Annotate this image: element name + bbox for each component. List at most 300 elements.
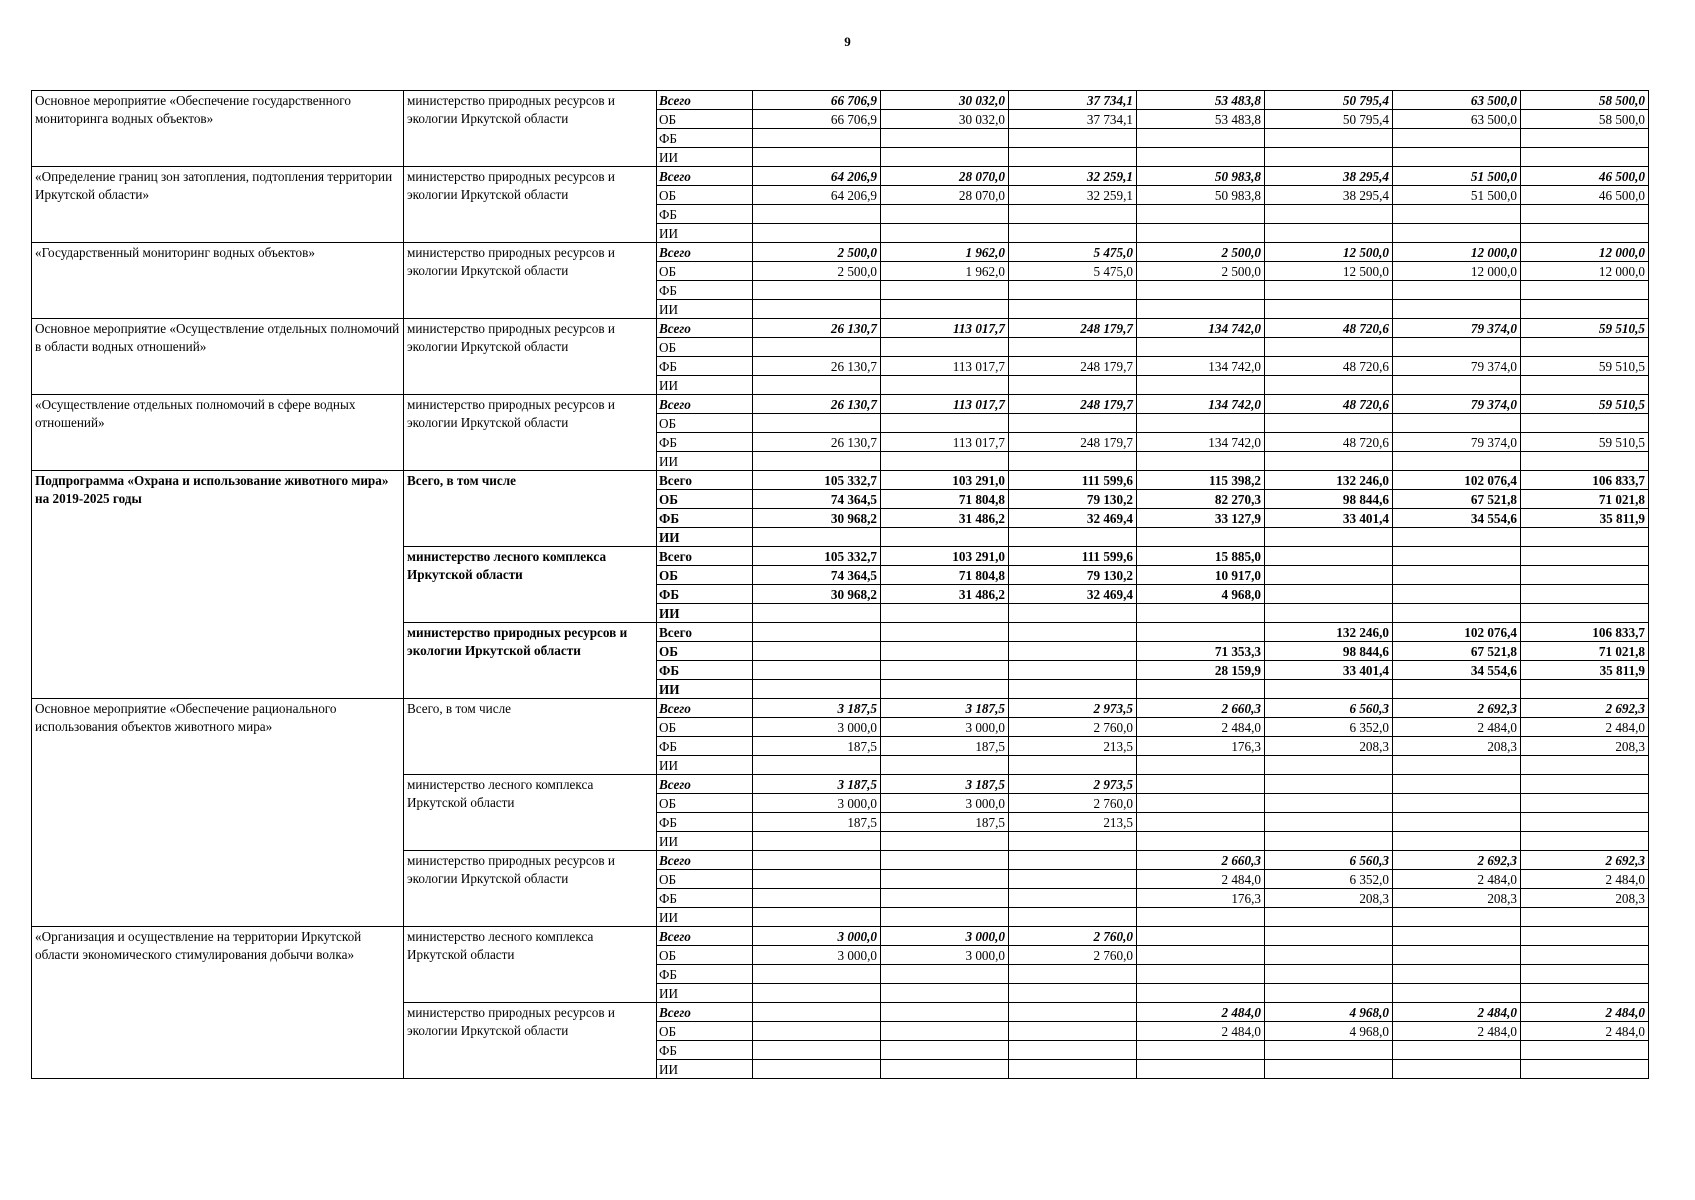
funding-source-cell: ОБ [657, 1022, 753, 1041]
amount-cell: 2 484,0 [1521, 718, 1649, 737]
amount-cell [1265, 148, 1393, 167]
amount-cell [881, 300, 1009, 319]
amount-cell: 30 968,2 [753, 509, 881, 528]
amount-cell: 30 032,0 [881, 91, 1009, 110]
activity-name-cell: «Организация и осуществление на территории Иркутской области экономического стимулирования добычи волка» [32, 927, 404, 1079]
amount-cell [881, 224, 1009, 243]
amount-cell [1009, 528, 1137, 547]
amount-cell [1265, 946, 1393, 965]
amount-cell [881, 832, 1009, 851]
amount-cell: 12 000,0 [1521, 262, 1649, 281]
amount-cell: 32 259,1 [1009, 167, 1137, 186]
amount-cell: 102 076,4 [1393, 623, 1521, 642]
amount-cell [1393, 205, 1521, 224]
amount-cell [1009, 452, 1137, 471]
amount-cell: 2 692,3 [1393, 699, 1521, 718]
funding-source-cell: ФБ [657, 281, 753, 300]
funding-source-cell: ОБ [657, 110, 753, 129]
amount-cell [753, 889, 881, 908]
amount-cell: 102 076,4 [1393, 471, 1521, 490]
amount-cell: 3 000,0 [753, 794, 881, 813]
amount-cell: 58 500,0 [1521, 91, 1649, 110]
table-block [32, 91, 1649, 167]
funding-source-cell: Всего [657, 91, 753, 110]
funding-source-cell: Всего [657, 851, 753, 870]
amount-cell: 2 484,0 [1393, 1003, 1521, 1022]
funding-source-cell: ИИ [657, 832, 753, 851]
amount-cell: 113 017,7 [881, 395, 1009, 414]
amount-cell: 35 811,9 [1521, 661, 1649, 680]
amount-cell [753, 851, 881, 870]
amount-cell [753, 129, 881, 148]
amount-cell: 38 295,4 [1265, 186, 1393, 205]
amount-cell: 26 130,7 [753, 319, 881, 338]
amount-cell [1265, 547, 1393, 566]
amount-cell: 28 070,0 [881, 167, 1009, 186]
funding-source-cell: ФБ [657, 813, 753, 832]
amount-cell: 3 187,5 [881, 775, 1009, 794]
amount-cell: 10 917,0 [1137, 566, 1265, 585]
amount-cell [753, 452, 881, 471]
activity-name-cell: Основное мероприятие «Осуществление отдельных полномочий в области водных отношений» [32, 319, 404, 395]
amount-cell: 3 187,5 [753, 699, 881, 718]
amount-cell [1521, 148, 1649, 167]
amount-cell [753, 984, 881, 1003]
amount-cell: 31 486,2 [881, 585, 1009, 604]
funding-source-cell: Всего [657, 243, 753, 262]
amount-cell: 48 720,6 [1265, 395, 1393, 414]
amount-cell: 111 599,6 [1009, 547, 1137, 566]
amount-cell: 33 127,9 [1137, 509, 1265, 528]
amount-cell [1137, 946, 1265, 965]
amount-cell [1521, 547, 1649, 566]
amount-cell [1265, 1041, 1393, 1060]
funding-source-cell: ФБ [657, 509, 753, 528]
amount-cell: 58 500,0 [1521, 110, 1649, 129]
activity-name-cell: Основное мероприятие «Обеспечение государственного мониторинга водных объектов» [32, 91, 404, 167]
amount-cell: 3 187,5 [881, 699, 1009, 718]
amount-cell [1137, 927, 1265, 946]
amount-cell [1521, 1041, 1649, 1060]
amount-cell [1521, 566, 1649, 585]
amount-cell: 132 246,0 [1265, 471, 1393, 490]
amount-cell: 115 398,2 [1137, 471, 1265, 490]
amount-cell [1521, 813, 1649, 832]
amount-cell: 79 374,0 [1393, 433, 1521, 452]
amount-cell: 64 206,9 [753, 167, 881, 186]
amount-cell: 26 130,7 [753, 433, 881, 452]
amount-cell [1393, 585, 1521, 604]
amount-cell: 30 968,2 [753, 585, 881, 604]
amount-cell: 5 475,0 [1009, 262, 1137, 281]
amount-cell: 79 374,0 [1393, 395, 1521, 414]
table-row [32, 243, 1649, 262]
funding-source-cell: ИИ [657, 376, 753, 395]
amount-cell: 26 130,7 [753, 357, 881, 376]
funding-source-cell: ОБ [657, 642, 753, 661]
amount-cell: 2 500,0 [1137, 243, 1265, 262]
amount-cell [1137, 376, 1265, 395]
amount-cell: 176,3 [1137, 737, 1265, 756]
amount-cell: 63 500,0 [1393, 110, 1521, 129]
activity-name-cell: «Осуществление отдельных полномочий в сфере водных отношений» [32, 395, 404, 471]
amount-cell [753, 1041, 881, 1060]
amount-cell: 2 484,0 [1521, 1003, 1649, 1022]
amount-cell [881, 129, 1009, 148]
amount-cell: 187,5 [753, 737, 881, 756]
amount-cell: 12 000,0 [1521, 243, 1649, 262]
table-row [32, 91, 1649, 110]
amount-cell: 213,5 [1009, 813, 1137, 832]
funding-source-cell: Всего [657, 927, 753, 946]
amount-cell: 98 844,6 [1265, 642, 1393, 661]
amount-cell: 34 554,6 [1393, 509, 1521, 528]
table-row [32, 471, 1649, 490]
amount-cell [1265, 224, 1393, 243]
amount-cell [1265, 794, 1393, 813]
table-row [32, 167, 1649, 186]
amount-cell [1137, 338, 1265, 357]
amount-cell [753, 281, 881, 300]
amount-cell [753, 300, 881, 319]
amount-cell: 103 291,0 [881, 547, 1009, 566]
amount-cell [753, 908, 881, 927]
amount-cell [1393, 281, 1521, 300]
amount-cell: 2 660,3 [1137, 851, 1265, 870]
amount-cell [1265, 908, 1393, 927]
funding-source-cell: ФБ [657, 129, 753, 148]
amount-cell [1265, 281, 1393, 300]
amount-cell [1009, 623, 1137, 642]
amount-cell [1009, 148, 1137, 167]
amount-cell [1265, 585, 1393, 604]
amount-cell [1393, 832, 1521, 851]
amount-cell: 187,5 [753, 813, 881, 832]
executor-cell: Всего, в том числе [404, 471, 657, 547]
activity-name-cell: «Государственный мониторинг водных объектов» [32, 243, 404, 319]
amount-cell [1137, 623, 1265, 642]
table-row [32, 699, 1649, 718]
amount-cell: 187,5 [881, 737, 1009, 756]
amount-cell: 64 206,9 [753, 186, 881, 205]
funding-source-cell: ФБ [657, 661, 753, 680]
amount-cell [1393, 566, 1521, 585]
amount-cell [1009, 908, 1137, 927]
amount-cell: 12 000,0 [1393, 262, 1521, 281]
page-number: 9 [844, 34, 851, 49]
amount-cell [1009, 224, 1137, 243]
funding-source-cell: ФБ [657, 1041, 753, 1060]
table-row [32, 927, 1649, 946]
amount-cell: 208,3 [1393, 889, 1521, 908]
amount-cell [1137, 680, 1265, 699]
amount-cell [1265, 414, 1393, 433]
amount-cell: 59 510,5 [1521, 433, 1649, 452]
amount-cell: 105 332,7 [753, 471, 881, 490]
amount-cell [1265, 1060, 1393, 1079]
amount-cell: 103 291,0 [881, 471, 1009, 490]
amount-cell: 50 983,8 [1137, 167, 1265, 186]
funding-source-cell: ФБ [657, 205, 753, 224]
amount-cell: 3 000,0 [753, 718, 881, 737]
amount-cell [1521, 775, 1649, 794]
amount-cell [1265, 775, 1393, 794]
amount-cell [1137, 756, 1265, 775]
amount-cell [1009, 376, 1137, 395]
amount-cell: 3 187,5 [753, 775, 881, 794]
amount-cell [1265, 338, 1393, 357]
funding-source-cell: Всего [657, 775, 753, 794]
table-block [32, 167, 1649, 243]
amount-cell [1009, 870, 1137, 889]
amount-cell [753, 1022, 881, 1041]
amount-cell [1137, 129, 1265, 148]
amount-cell [1137, 528, 1265, 547]
funding-source-cell: ИИ [657, 224, 753, 243]
funding-source-cell: ОБ [657, 414, 753, 433]
amount-cell: 32 469,4 [1009, 509, 1137, 528]
amount-cell [881, 870, 1009, 889]
amount-cell [1393, 756, 1521, 775]
amount-cell: 3 000,0 [881, 718, 1009, 737]
funding-source-cell: ОБ [657, 794, 753, 813]
amount-cell: 3 000,0 [881, 946, 1009, 965]
amount-cell [753, 1003, 881, 1022]
amount-cell [1393, 224, 1521, 243]
amount-cell [1265, 566, 1393, 585]
amount-cell [1137, 965, 1265, 984]
amount-cell [881, 1060, 1009, 1079]
amount-cell: 2 692,3 [1521, 851, 1649, 870]
amount-cell [881, 338, 1009, 357]
amount-cell [1393, 528, 1521, 547]
amount-cell [753, 528, 881, 547]
amount-cell [881, 984, 1009, 1003]
amount-cell [1521, 585, 1649, 604]
amount-cell [881, 528, 1009, 547]
amount-cell [881, 414, 1009, 433]
amount-cell: 208,3 [1265, 889, 1393, 908]
amount-cell: 33 401,4 [1265, 661, 1393, 680]
amount-cell: 35 811,9 [1521, 509, 1649, 528]
amount-cell [1393, 1060, 1521, 1079]
amount-cell: 113 017,7 [881, 357, 1009, 376]
amount-cell: 111 599,6 [1009, 471, 1137, 490]
amount-cell [753, 148, 881, 167]
amount-cell [1521, 224, 1649, 243]
amount-cell: 2 484,0 [1521, 870, 1649, 889]
amount-cell [881, 642, 1009, 661]
amount-cell [881, 1003, 1009, 1022]
amount-cell [1521, 300, 1649, 319]
amount-cell [1009, 1022, 1137, 1041]
amount-cell [753, 623, 881, 642]
funding-source-cell: ФБ [657, 357, 753, 376]
amount-cell: 3 000,0 [881, 794, 1009, 813]
amount-cell [881, 889, 1009, 908]
amount-cell [1137, 148, 1265, 167]
amount-cell: 134 742,0 [1137, 357, 1265, 376]
amount-cell: 132 246,0 [1265, 623, 1393, 642]
amount-cell [1393, 414, 1521, 433]
amount-cell [1521, 946, 1649, 965]
amount-cell [1137, 281, 1265, 300]
amount-cell: 2 760,0 [1009, 794, 1137, 813]
amount-cell [753, 1060, 881, 1079]
funding-source-cell: ФБ [657, 585, 753, 604]
amount-cell: 2 484,0 [1137, 718, 1265, 737]
amount-cell [1521, 129, 1649, 148]
amount-cell: 98 844,6 [1265, 490, 1393, 509]
amount-cell: 51 500,0 [1393, 186, 1521, 205]
amount-cell: 2 500,0 [753, 262, 881, 281]
amount-cell [753, 965, 881, 984]
amount-cell: 4 968,0 [1265, 1003, 1393, 1022]
executor-cell: министерство природных ресурсов и экологии Иркутской области [404, 395, 657, 471]
amount-cell [1009, 205, 1137, 224]
amount-cell: 38 295,4 [1265, 167, 1393, 186]
funding-source-cell: ИИ [657, 452, 753, 471]
amount-cell [1521, 832, 1649, 851]
amount-cell: 2 484,0 [1393, 1022, 1521, 1041]
funding-source-cell: ИИ [657, 148, 753, 167]
table-block [32, 319, 1649, 395]
amount-cell: 6 352,0 [1265, 870, 1393, 889]
funding-source-cell: Всего [657, 167, 753, 186]
amount-cell [1265, 984, 1393, 1003]
funding-source-cell: ИИ [657, 1060, 753, 1079]
amount-cell: 82 270,3 [1137, 490, 1265, 509]
funding-source-cell: Всего [657, 623, 753, 642]
amount-cell [1393, 376, 1521, 395]
amount-cell [881, 1022, 1009, 1041]
amount-cell: 30 032,0 [881, 110, 1009, 129]
amount-cell: 66 706,9 [753, 110, 881, 129]
amount-cell [1009, 889, 1137, 908]
funding-source-cell: ИИ [657, 984, 753, 1003]
amount-cell: 37 734,1 [1009, 110, 1137, 129]
funding-source-cell: ОБ [657, 262, 753, 281]
amount-cell [1009, 756, 1137, 775]
amount-cell: 5 475,0 [1009, 243, 1137, 262]
amount-cell [1521, 794, 1649, 813]
amount-cell [1265, 376, 1393, 395]
amount-cell: 59 510,5 [1521, 319, 1649, 338]
amount-cell [1521, 604, 1649, 623]
amount-cell [881, 851, 1009, 870]
amount-cell: 28 070,0 [881, 186, 1009, 205]
amount-cell: 3 000,0 [753, 946, 881, 965]
amount-cell: 2 973,5 [1009, 699, 1137, 718]
amount-cell [1393, 965, 1521, 984]
table-block [32, 395, 1649, 471]
amount-cell [1009, 338, 1137, 357]
amount-cell: 4 968,0 [1137, 585, 1265, 604]
funding-source-cell: Всего [657, 699, 753, 718]
amount-cell: 71 353,3 [1137, 642, 1265, 661]
amount-cell: 113 017,7 [881, 433, 1009, 452]
amount-cell: 51 500,0 [1393, 167, 1521, 186]
table-row [32, 319, 1649, 338]
amount-cell: 63 500,0 [1393, 91, 1521, 110]
activity-name-cell: Подпрограмма «Охрана и использование животного мира» на 2019-2025 годы [32, 471, 404, 699]
amount-cell: 12 000,0 [1393, 243, 1521, 262]
funding-source-cell: ОБ [657, 186, 753, 205]
amount-cell: 53 483,8 [1137, 91, 1265, 110]
amount-cell: 134 742,0 [1137, 433, 1265, 452]
funding-source-cell: ФБ [657, 889, 753, 908]
amount-cell: 37 734,1 [1009, 91, 1137, 110]
amount-cell [1265, 300, 1393, 319]
amount-cell [1521, 452, 1649, 471]
amount-cell [1393, 338, 1521, 357]
amount-cell [753, 338, 881, 357]
amount-cell [1521, 205, 1649, 224]
amount-cell [881, 908, 1009, 927]
amount-cell: 2 484,0 [1137, 870, 1265, 889]
amount-cell: 32 259,1 [1009, 186, 1137, 205]
amount-cell [1265, 965, 1393, 984]
amount-cell [1009, 300, 1137, 319]
amount-cell [753, 224, 881, 243]
executor-cell: министерство природных ресурсов и экологии Иркутской области [404, 243, 657, 319]
amount-cell: 248 179,7 [1009, 319, 1137, 338]
amount-cell [1265, 205, 1393, 224]
amount-cell [753, 642, 881, 661]
funding-source-cell: ИИ [657, 300, 753, 319]
funding-source-cell: ИИ [657, 528, 753, 547]
amount-cell [1393, 300, 1521, 319]
executor-cell: министерство природных ресурсов и экологии Иркутской области [404, 623, 657, 699]
amount-cell [881, 965, 1009, 984]
amount-cell [881, 376, 1009, 395]
amount-cell [1009, 661, 1137, 680]
amount-cell: 28 159,9 [1137, 661, 1265, 680]
amount-cell: 6 352,0 [1265, 718, 1393, 737]
amount-cell [1137, 414, 1265, 433]
amount-cell [1009, 680, 1137, 699]
amount-cell: 134 742,0 [1137, 395, 1265, 414]
amount-cell: 71 804,8 [881, 490, 1009, 509]
amount-cell [1137, 224, 1265, 243]
amount-cell [1137, 1060, 1265, 1079]
executor-cell: министерство природных ресурсов и экологии Иркутской области [404, 1003, 657, 1079]
amount-cell: 2 500,0 [1137, 262, 1265, 281]
amount-cell: 2 660,3 [1137, 699, 1265, 718]
amount-cell [1521, 984, 1649, 1003]
amount-cell [1393, 775, 1521, 794]
funding-source-cell: ОБ [657, 338, 753, 357]
amount-cell [1521, 756, 1649, 775]
table-block [32, 471, 1649, 699]
amount-cell [1521, 908, 1649, 927]
funding-source-cell: ОБ [657, 490, 753, 509]
amount-cell: 213,5 [1009, 737, 1137, 756]
amount-cell [1521, 680, 1649, 699]
funding-source-cell: ОБ [657, 946, 753, 965]
amount-cell: 106 833,7 [1521, 623, 1649, 642]
funding-source-cell: Всего [657, 1003, 753, 1022]
funding-source-cell: Всего [657, 547, 753, 566]
amount-cell: 248 179,7 [1009, 395, 1137, 414]
amount-cell [1265, 604, 1393, 623]
table-row [32, 395, 1649, 414]
amount-cell: 66 706,9 [753, 91, 881, 110]
amount-cell [1393, 604, 1521, 623]
amount-cell [1521, 414, 1649, 433]
amount-cell: 12 500,0 [1265, 243, 1393, 262]
budget-table [31, 90, 1649, 1079]
